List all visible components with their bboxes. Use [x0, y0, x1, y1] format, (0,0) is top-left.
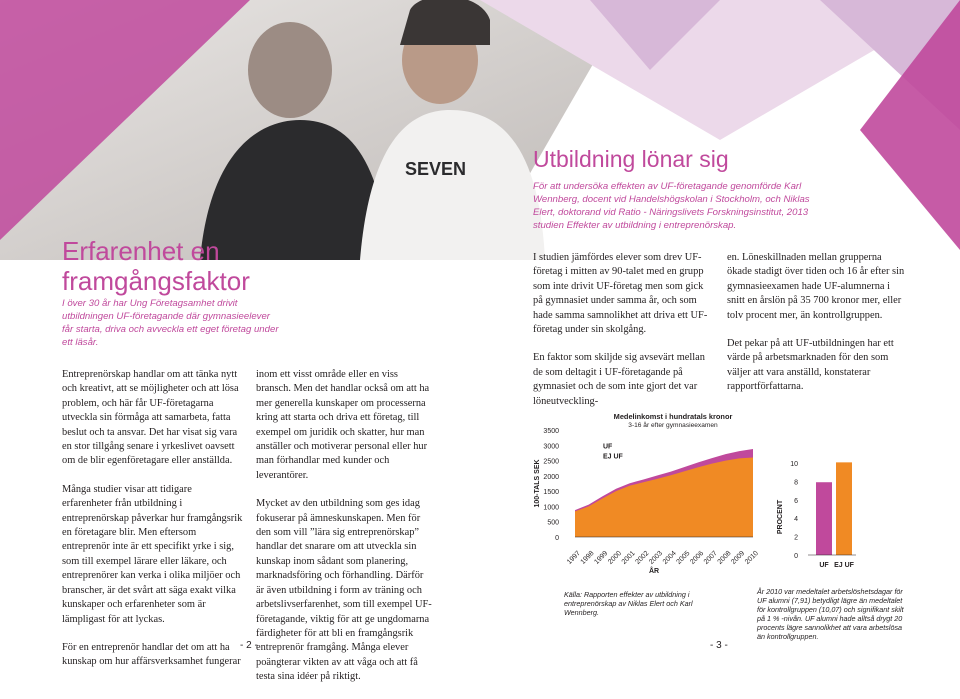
x-tick-label-2009: 2009	[730, 549, 747, 566]
x-tick-label-2004: 2004	[661, 549, 678, 566]
left-heading-line1: Erfarenhet en	[62, 236, 220, 266]
right-col2-para-1: en. Löneskillnaden mellan grupperna ökade stadigt över tiden och 16 år efter sin gymnasieexamen hade UF-alumnerna i snitt en årslön på 35 700 kronor mer, eller tolv procent mer, än kontrollgruppen.	[727, 252, 905, 321]
legend-label-uf: UF	[603, 443, 613, 451]
left-col2-para-1: inom ett visst område eller en viss bransch. Men det handlar också om att ha mer generella kunskaper om processerna kring att starta och driva ett företag, till exempel om juridik och skatter, hur man anställer och motiverar personal eller hur man förhandlar med kunder och leverantörer.	[256, 369, 430, 481]
left-column-1	[62, 368, 244, 684]
right-column-2	[727, 251, 907, 409]
right-col2-para-2: Det pekar på att UF-utbildningen har ett värde på arbetsmarknaden för den som väljer att vara anställd, konstaterar rapportförfattarna.	[727, 338, 894, 393]
x-tick-label-1999: 1999	[593, 549, 610, 566]
right-heading: Utbildning lönar sig	[533, 146, 729, 172]
bar-uf	[816, 482, 832, 555]
bar-y-tick-label-4: 8	[794, 479, 798, 487]
bar-ej-uf	[836, 462, 852, 555]
bar-category-label-1: EJ UF	[834, 562, 854, 569]
left-lead: I över 30 år har Ung Företagsamhet drivit utbildningen UF-företagande där gymnasieelever får starta, driva och avveckla ett eget företag under ett läsår.	[62, 298, 279, 348]
left-heading	[62, 236, 322, 296]
y-tick-label-4: 2000	[543, 473, 559, 481]
left-col1-para-2: Många studier visar att tidigare erfarenheter från utbildning i entreprenörskap påverkar hur framgångsrik en företagare blir. Men eftersom entreprenör inte är ett specifikt yrke i sig, som till exempel lärare eller läkare, och entreprenörer kan verka i olika miljöer och branscher, är det svårt att säga exakt vilka kunskaper och erfarenheter som är lämpligast för att lyckas.	[62, 483, 243, 625]
y-tick-label-1: 500	[547, 519, 559, 527]
bar-y-axis-label: PROCENT	[777, 499, 784, 535]
y-tick-label-5: 2500	[543, 458, 559, 466]
bar-y-tick-label-1: 2	[794, 534, 798, 542]
area-chart-subtitle: 3-16 år efter gymnasieexamen	[628, 422, 718, 429]
bar-y-tick-label-2: 4	[794, 516, 798, 524]
y-tick-label-2: 1000	[543, 504, 559, 512]
x-tick-label-2003: 2003	[648, 549, 665, 566]
left-col1-para-1: Entreprenörskap handlar om att tänka nytt och kreativt, att se möjligheter och att lösa problem, och här får UF-företagarna utveckla sin förmåga att samarbeta, fatta beslut och ta ansvar. Det har visat sig vara en stor tillgång senare i yrkeslivet oavsett om de blir egenföretagare eller anställda.	[62, 369, 239, 467]
left-page-number: - 2 -	[240, 640, 258, 651]
x-tick-label-2008: 2008	[716, 549, 733, 566]
left-column-2	[256, 368, 434, 699]
left-col1-para-3: För en entreprenör handlar det om att ha kunskap om hur affärsverksamhet fungerar	[62, 641, 241, 668]
right-col1-para-2: En faktor som skiljde sig avsevärt mellan de som deltagit i UF-företagande på gymnasiet och de som inte gjort det var löneutveckling-	[533, 352, 705, 407]
right-page-number: - 3 -	[710, 640, 728, 651]
bar-y-tick-label-0: 0	[794, 553, 798, 560]
y-tick-label-6: 3000	[543, 443, 559, 451]
x-tick-label-2010: 2010	[743, 549, 760, 566]
bar-category-label-0: UF	[819, 562, 829, 569]
area-x-axis-label: ÅR	[648, 568, 660, 575]
y-tick-label-7: 3500	[543, 428, 559, 435]
chart-note: År 2010 var medeltalet arbetslöshetsdagar för UF alumni (7,91) betydligt lägre än medeltalet för kontrollgruppen (10,07) och signifikant skilt på 1 % -nivån. UF alumni hade alltså drygt 20 procents lägre sannolikhet att vara arbetslösa än kontrollgruppen.	[757, 587, 904, 641]
x-tick-label-2005: 2005	[675, 549, 692, 566]
x-tick-label-1998: 1998	[579, 549, 596, 566]
right-lead: För att undersöka effekten av UF-företagande genomförde Karl Wennberg, docent vid Handelshögskolan i Stockholm, och Niklas Elert, doktorand vid Ratio - Näringslivets Forskningsinstitut, 2013 studien Effekter av utbildning i entreprenörskap.	[533, 181, 810, 231]
income-area-chart	[525, 405, 770, 583]
y-tick-label-3: 1500	[543, 489, 559, 497]
x-tick-label-2002: 2002	[634, 549, 651, 566]
area-y-axis-label: 100-TALS SEK	[534, 459, 541, 508]
svg-text:SEVEN: SEVEN	[405, 159, 467, 179]
bar-y-tick-label-3: 6	[794, 497, 798, 505]
chart-source: Källa: Rapporten effekter av utbildning i entreprenörskap av Niklas Elert och Karl Wennberg.	[564, 590, 693, 617]
x-tick-label-2001: 2001	[620, 549, 637, 566]
x-tick-label-2006: 2006	[689, 549, 706, 566]
bar-y-tick-label-5: 10	[790, 461, 798, 468]
right-column-1	[533, 251, 713, 423]
legend-label-ej-uf: EJ UF	[603, 453, 623, 461]
x-tick-label-1997: 1997	[565, 549, 582, 566]
x-tick-label-2000: 2000	[607, 549, 623, 566]
right-col1-para-1: I studien jämfördes elever som drev UF-företag i mitten av 90-talet med en grupp som inte drivit UF-företag men som gick på gymnasiet under samma år, och som hade samma samnolikhet att driva ett UF-företag under sin skolgång.	[533, 252, 708, 336]
unemployment-bar-chart	[772, 452, 872, 582]
area-chart-title: Medelinkomst i hundratals kronor	[613, 412, 733, 421]
left-heading-line2: framgångsfaktor	[62, 266, 250, 296]
x-tick-label-2007: 2007	[702, 549, 719, 566]
left-col2-para-2: Mycket av den utbildning som ges idag fokuserar på ämneskunskapen. Men för den som vill ”lära sig entreprenörskap” handlar det snarare om att utveckla sin kunskap inom sådant som planering, marknadsföring och förhandling. Därför är även utbildning i form av träning och arbetslivserfarenhet, som till exempel UF-företagande, viktig för att ge ungdomarna färdigheter för att bli en framgångsrik entreprenör framgång. Många elever poängterar vikten av att våga och att få testa sina idéer på riktigt.	[256, 498, 432, 683]
y-tick-label-0: 0	[555, 535, 559, 542]
